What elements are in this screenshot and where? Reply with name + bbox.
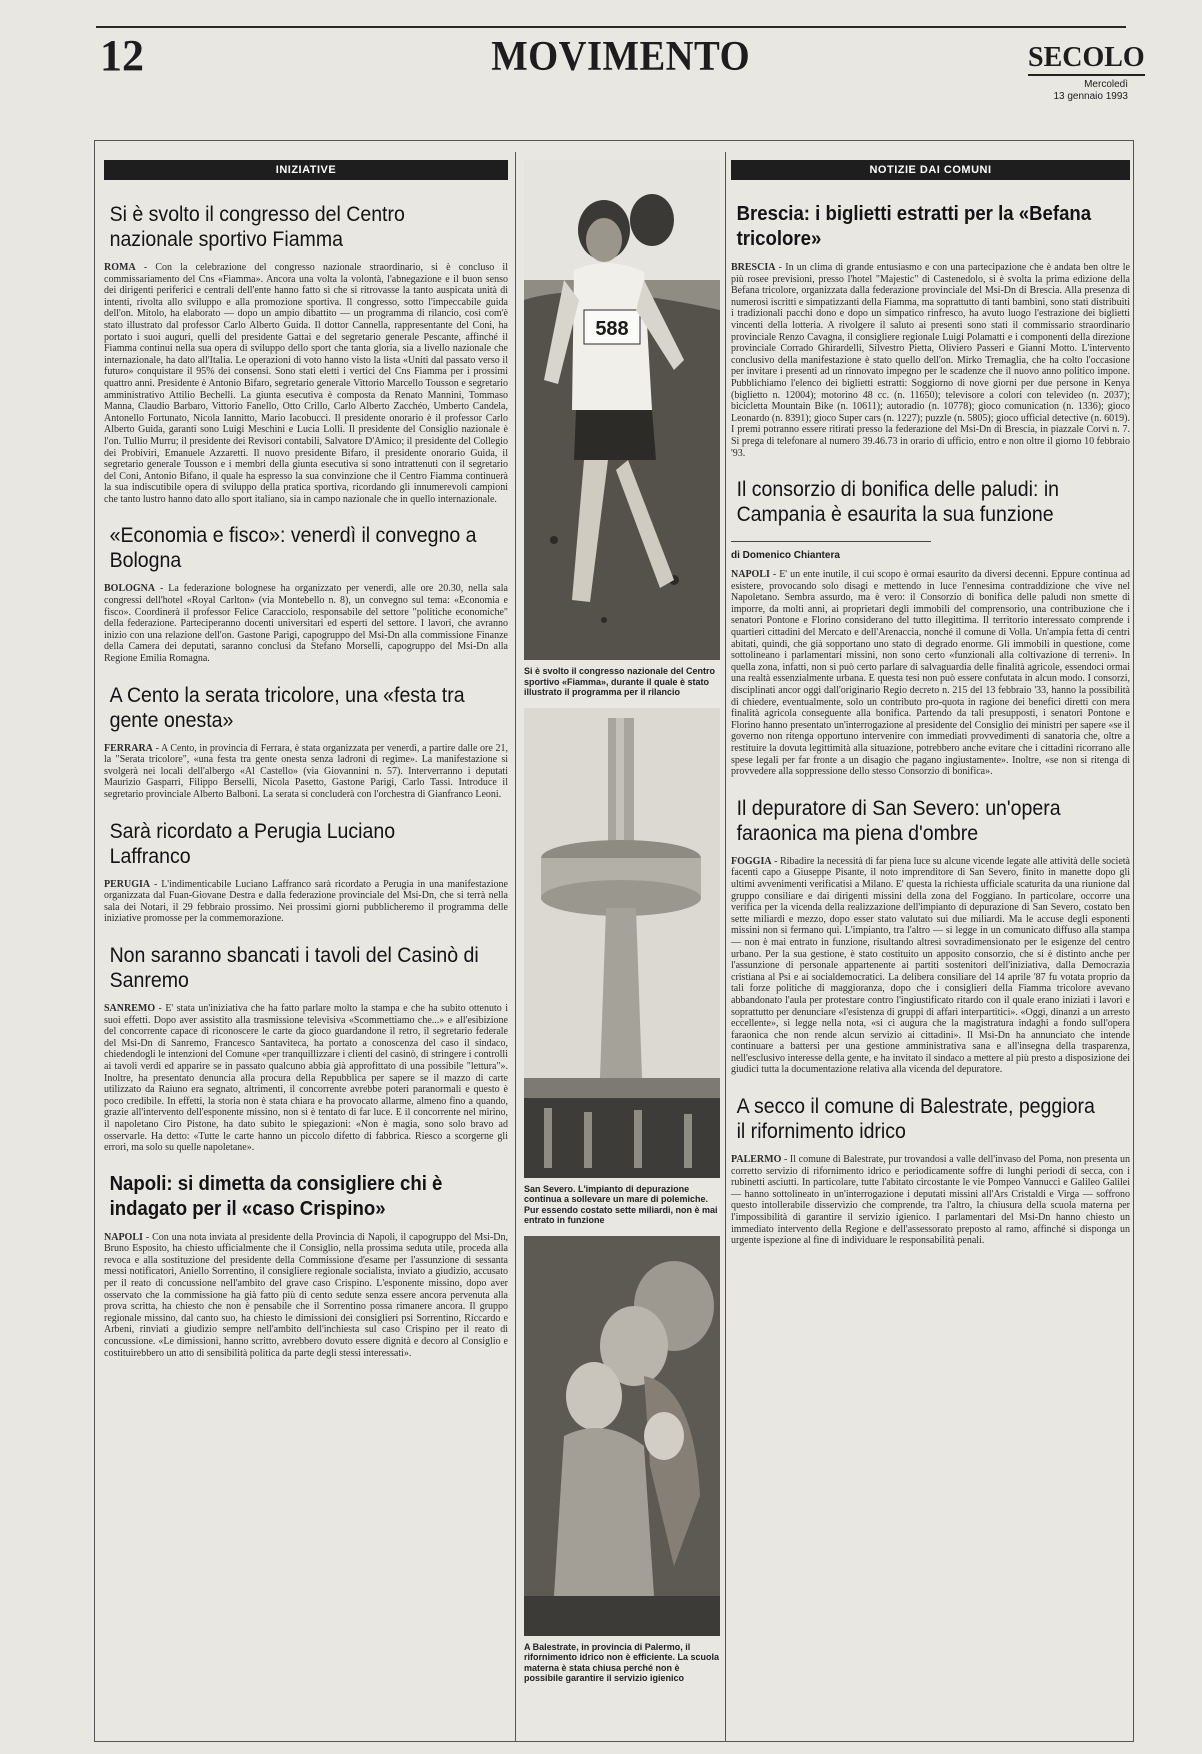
issue-weekday: Mercoledì — [1084, 79, 1128, 90]
article-text: L'indimenticabile Luciano Laffranco sarà ricordato a Perugia in una manifestazione organizzata dal Fuan-Giovane Destra e dalla federazione provinciale del Msi-Dn, che si terrà nella sala dei Notari, il 29 febbraio prossimo. Nei prossimi giorni pubblicheremo il programma delle iniziative promosse per la commemorazione. — [104, 878, 508, 925]
section-bar-iniziative: INIZIATIVE — [104, 160, 508, 180]
article-dateline: NAPOLI — [104, 1231, 143, 1243]
photo-column — [524, 160, 720, 1694]
article — [104, 819, 508, 925]
article-byline: di Domenico Chiantera — [731, 550, 840, 562]
article-headline: Il consorzio di bonifica delle paludi: in Campania è esaurita la sua funzione — [736, 478, 1060, 527]
depuratore-photo — [524, 708, 720, 1178]
article-text: A Cento, in provincia di Ferrara, è stata organizzata per venerdì, a partire dalle ore 21, la "Serata tricolore", «una festa tra gente onesta senza ladroni di regime». La manifestazione si svolgerà nei locali dell'albergo «Al Castello» (via Giovannini n. 57). Interverranno i deputati Maurizio Gasparri, Filippo Berselli, Nicola Pasetto, Gastone Parigi, Carlo Tassi. Introduce il segretario provinciale Alberto Balboni. La serata si concluderà con l'orchestra di Gianfranco Leoni. — [104, 742, 508, 800]
article — [731, 477, 1130, 778]
article-headline: Napoli: si dimetta da consigliere chi è indagato per il «caso Crispino» — [109, 1172, 443, 1220]
page-number: 12 — [100, 31, 144, 80]
article-headline: A Cento la serata tricolore, una «festa tra gente onesta» — [109, 683, 465, 732]
article-headline: Si è svolto il congresso del Centro nazionale sportivo Fiamma — [109, 203, 405, 251]
section-title: MOVIMENTO — [491, 34, 751, 80]
article-dateline: PALERMO — [731, 1154, 782, 1166]
article — [731, 202, 1130, 459]
article-dateline: NAPOLI — [731, 569, 770, 581]
article-body: PERUGIA - L'indimenticabile Luciano Laffranco sarà ricordato a Perugia in una manifestazione organizzata dal Fuan-Giovane Destra e dalla federazione provinciale del Msi-Dn, che si terrà nella sala dei Notari, il 29 febbraio prossimo. Nei prossimi giorni pubblicheremo il programma delle iniziative promosse per la commemorazione. — [104, 878, 508, 925]
article-headline: Sarà ricordato a Perugia Luciano Laffranco — [109, 819, 396, 868]
column-divider — [725, 152, 726, 1742]
article-headline: «Economia e fisco»: venerdì il convegno a Bologna — [109, 524, 477, 573]
article — [104, 1172, 508, 1360]
article — [104, 523, 508, 664]
right-column — [731, 160, 1130, 1265]
photo-caption: Si è svolto il congresso nazionale del Centro sportivo «Fiamma», durante il quale è stato illustrato il programma per il rilancio — [524, 666, 716, 697]
article-text: Con una nota inviata al presidente della Provincia di Napoli, il capogruppo del Msi-Dn, Bruno Esposito, ha chiesto ufficialmente che il Consiglio, nella prossima seduta utile, proceda alla revoca e alla sostituzione del presidente della Commissione d'esame per l'assunzione di sessanta messi notificatori, Aniello Sorrentino, il consigliere regionale socialista, inviato a giudizio, accusato per il reato di concussione nell'ambito del grave caso Crispino. L'esponente missino, dopo aver osservato che la commissione ha già fatto più di cento sedute senza essere ancora pervenuta alla prova scritta, ha chiesto che non è pensabile che il Sorrentino possa rimanere ancora. Il gruppo regionale missino, dal canto suo, ha chiesto le dimissioni dei consiglieri psi Sorrentino, Riccardo e Arbeni, rinviati a giudizio sempre nell'ambito dell'inchiesta sul caso Crispino per il reato di concussione. «Le dimissioni, hanno scritto, avrebbero dovuto essere dignità e decoro al Consiglio e costituirebbero un atto di sensibilità politica da parte degli stessi interessati». — [104, 1231, 508, 1359]
brand-name: SECOLO — [1028, 44, 1145, 76]
article-headline: A secco il comune di Balestrate, peggiora il rifornimento idrico — [736, 1095, 1095, 1144]
issue-date: 13 gennaio 1993 — [1053, 91, 1128, 102]
article-text: Il comune di Balestrate, pur trovandosi a valle dell'invaso del Poma, non presenta un corretto servizio di rifornimento idrico e periodicamente soffre di lunghi periodi di secca, con i rubinetti asciutti. In particolare, tutte l'abitato circostante le vie Pompeo Vannucci e Galileo Galilei — hanno sottolineato in un'interrogazione i deputati missini all'Ars Cristaldi e Virga — soffrono questo intollerabile disservizio che comprende, tra l'altro, la chiusura della scuola materna per l'impossibilità di garantire il servizio igienico. I parlamentari del Msi-Dn hanno chiesto un immediato intervento della Regione e dell'assessorato preposto al ramo, affinché si disponga un urgente ispezione al fine di individuare le responsabilità penali. — [731, 1154, 1130, 1247]
left-column — [104, 160, 508, 1377]
article-body: FERRARA - A Cento, in provincia di Ferrara, è stata organizzata per venerdì, a partire dalle ore 21, la "Serata tricolore", «una festa tra gente onesta senza ladroni di regime». La manifestazione si svolgerà nei locali dell'albergo «Al Castello» (via Giovannini n. 57). Interverranno i deputati Maurizio Gasparri, Filippo Berselli, Nicola Pasetto, Gastone Parigi, Carlo Tassi. Introduce il segretario provinciale Alberto Balboni. La serata si concluderà con l'orchestra di Gianfranco Leoni. — [104, 742, 508, 800]
article-body: FOGGIA - Ribadire la necessità di far piena luce su alcune vicende legate alle attività delle società facenti capo a Giuseppe Pisante, il noto imprenditore di San Severo, finito in manette dopo gli ultimi avvenimenti verificatisi a Milano. E' questa la richiesta ufficiale scaturita da una riunione dal gruppo consiliare e dai dirigenti missini della zona del Foggiano. In particolare, occorre una verifica per la vicenda della realizzazione dell'impianto di depurazione di San Severo, costato ben sette miliardi e mezzo, dopo esser stato valutato sui due miliardi. Ma le accuse degli esponenti missini non si fermano qui. L'impianto, tra l'altro — si legge in un comunicato diffuso alla stampa — non è mai entrato in funzione, risultando altresì sovradimensionato per le esigenze del centro urbano. Per la sua gestione, è stato costituito un apposito consorzio, che si è distinto anche per l'assunzione di personale appartenente ai partiti sostenitori dell'iniziativa, dalla Democrazia cristiana al Psi e ai socialdemocratici. La delibera consiliare del 14 aprile '87 fu votata proprio da tali forze politiche di maggioranza, dopo che i consiglieri della Fiamma tricolore avevano abbandonato l'aula per protestare contro l'ingiustificato ritardo con il quale erano iniziati i lavori e soprattutto per denunciare «l'esistenza di gruppi di affari interpartitici». «Oggi, dinanzi a un arresto eccellente», si legge nella nota, «si ci augura che la magistratura indaghi a fondo sull'opera faraonica che non rende alcun servizio ai cittadini». Il Msi-Dn ha annunciato che intende continuare a battersi per una gestione amministrativa sana e all'insegna della trasparenza, nell'esclusivo interesse della gente, e ha invitato il sindaco a mettere al più presto a disposizione dei giudici tutta la documentazione relativa alla vicenda del depuratore. — [731, 855, 1130, 1076]
runner-image — [524, 160, 720, 660]
byline-rule — [731, 541, 931, 542]
article-headline: Brescia: i biglietti estratti per la «Befana tricolore» — [736, 203, 1092, 250]
photo-caption: San Severo. L'impianto di depurazione continua a sollevare un mare di polemiche. Pur essendo costato sette miliardi, non è mai entrato in funzione — [524, 1183, 718, 1225]
article-text: La federazione bolognese ha organizzato per venerdì, alle ore 20.30, nella sala congressi dell'hotel «Royal Carlton» (via Montebello n. 8), un convegno sul tema: «Economia e fisco». Coordinerà il professor Felice Caracciolo, responsabile del settore "politiche economiche" della federazione. Parteciperanno docenti universitari ed esperti del settore. I lavori, che avranno inizio con una relazione dell'on. Gastone Parigi, capogruppo del Msi-Dn alla commissione Finanze della Camera dei deputati, saranno conclusi da Stefano Morselli, capogruppo del Msi-Dn alla Regione Emilia Romagna. — [104, 583, 508, 665]
article-text: E' stata un'iniziativa che ha fatto parlare molto la stampa e che ha subito ottenuto i suoi effetti. Dopo aver assistito alla trasmissione televisiva «Scommettiamo che...» e all'esibizione del concorrente capace di riconoscere le carte da gioco guardandone il retro, il segretario federale del Msi-Dn di Sanremo, Francesco Santaviteca, ha portato a conoscenza del caso il sindaco, chiedendogli le intenzioni del Comune «per tranquillizzare i clienti del casinò, di stringere i controlli ai tavoli verdi ed apparire se in passato qualcuno abbia già approfittato di una possibile "lettura"». Inoltre, ha presentato denuncia alla procura della Repubblica per sapere se il mazzo di carte utilizzato da Raiuno era segnato, altrimenti, il concorrente avrebbe poteri paranormali e questo è poco credibile. In effetti, la storia non è stata chiara e ha provocato allarme, almeno fino a quando, grazie all'intervento dell'esponente missino, non si è tentato di far luce. E il concorrente nel mirino, il napoletano Ciro Pistone, ha dato subito le spiegazioni: «Non è magia, sono solo bravo ad osservarle. Ha detto: «Tutte le carte hanno un piccolo difetto di fabbrica. Riesco a scorgerne gli errori, ma solo su quelle napoletane». — [104, 1002, 508, 1154]
article-dateline: FERRARA — [104, 742, 153, 754]
child-image — [524, 1236, 720, 1636]
article-body: PALERMO - Il comune di Balestrate, pur trovandosi a valle dell'invaso del Poma, non presenta un corretto servizio di rifornimento idrico e periodicamente soffre di lunghi periodi di secca, con i rubinetti asciutti. In particolare, tutte l'abitato circostante le vie Pompeo Vannucci e Galileo Galilei — hanno sottolineato in un'interrogazione i deputati missini all'Ars Cristaldi e Virga — soffrono questo intollerabile disservizio che comprende, tra l'altro, la chiusura della scuola materna per l'impossibilità di garantire il servizio igienico. I parlamentari del Msi-Dn hanno chiesto un immediato intervento della Regione e dell'assessorato preposto al ramo, affinché si disponga un urgente ispezione al fine di individuare le responsabilità penali. — [731, 1154, 1130, 1247]
article-dateline: BRESCIA — [731, 262, 776, 273]
top-rule — [96, 26, 1126, 28]
brand-block — [1028, 42, 1145, 103]
water-tower-image — [524, 708, 720, 1178]
article-body: NAPOLI - E' un ente inutile, il cui scopo è ormai esaurito da diversi decenni. Eppure continua ad esistere, provocando solo disagi e mettendo in luce l'ennesima contraddizione che vive nel Napoletano. Sembra assurdo, ma è vero: il Consorzio di bonifica delle paludi non smette di imporre, da molti anni, ai proprietari degli immobili del comprensorio, una contribuzione che i senatori Pontone e Florino considerano del tutto illegittima. Il territorio interessato comprende i quartieri cittadini del Mercato e dell'Arenaccia, nonché il comune di Volla. Un'ampia fetta di centri abitati, quindi, che già sopportano uno stato di degrado enorme. Gli immobili in questione, come sottolineano i parlamentari missini, non sono certo «funzionali alla coltivazione di terreni». In quella zona, infatti, non si può certo parlare di salvaguardia delle finalità agricole, essendoci ormai una realtà essenzialmente urbana. E questa tesi non può essere confutata in alcun modo. I consorzi, disciplinati ancor oggi dall'originario Regio decreto n. 215 del 13 febbraio '33, hanno la possibilità di chiedere, eventualmente, solo un contributo pro-quota in ragione dei benefici diretti con mera finalità agricola conseguente alla bonifica. Partendo da tali presupposti, i senatori Pontone e Florino hanno presentato un'interrogazione al presidente del Consiglio dei ministri per sapere «se il governo non ritenga opportuno intervenire con immediati provvedimenti di sanatoria che, oltre a restituire la dovuta legittimità alla situazione, potrebbero anche evitare che i cittadini ricorrano alle spese legali per far fronte a un disagio che pagano ingiustamente». Inoltre, «se non si ritenga di provvedere alla soppressione dello stesso Consorzio di bonifica». — [731, 569, 1130, 778]
bib-number: 588 — [595, 318, 629, 340]
article-body: NAPOLI - Con una nota inviata al presidente della Provincia di Napoli, il capogruppo del Msi-Dn, Bruno Esposito, ha chiesto ufficialmente che il Consiglio, nella prossima seduta utile, proceda alla revoca e alla sostituzione del presidente della Commissione d'esame per l'assunzione di sessanta messi notificatori, Aniello Sorrentino, il consigliere regionale socialista, inviato a giudizio, accusato per il reato di concussione nell'ambito del grave caso Crispino. L'esponente missino, dopo aver osservato che la commissione ha già fatto più di cento sedute senza essere ancora pervenuta alla prova scritta, ha chiesto che non è pensabile che il Sorrentino possa rimanere ancora. Il gruppo regionale missino, dal canto suo, ha chiesto le dimissioni dei consiglieri psi Sorrentino, Riccardo e Arbeni, rinviati a giudizio sempre nell'ambito dell'inchiesta sul caso Crispino per il reato di concussione. «Le dimissioni, hanno scritto, avrebbero dovuto essere dignità e decoro al Consiglio e costituirebbero un atto di sensibilità politica da parte degli stessi interessati». — [104, 1231, 508, 1359]
article-text: E' un ente inutile, il cui scopo è ormai esaurito da diversi decenni. Eppure continua ad esistere, provocando solo disagi e mettendo in luce l'ennesima contraddizione che vive nel Napoletano. Sembra assurdo, ma è vero: il Consorzio di bonifica delle paludi non smette di imporre, da molti anni, ai proprietari degli immobili del comprensorio, una contribuzione che i senatori Pontone e Florino considerano del tutto illegittima. Il territorio interessato comprende i quartieri cittadini del Mercato e dell'Arenaccia, nonché il comune di Volla. Un'ampia fetta di centri abitati, quindi, che già sopportano uno stato di degrado enorme. Gli immobili in questione, come sottolineano i parlamentari missini, non sono certo «funzionali alla coltivazione di terreni». In quella zona, infatti, non si può certo parlare di salvaguardia delle finalità agricole, essendoci ormai una realtà essenzialmente urbana. E questa tesi non può essere confutata in alcun modo. I consorzi, disciplinati ancor oggi dall'originario Regio decreto n. 215 del 13 febbraio '33, hanno la possibilità di chiedere, eventualmente, solo un contributo pro-quota in ragione dei benefici diretti con mera finalità agricola conseguente alla bonifica. Partendo da tali presupposti, i senatori Pontone e Florino hanno presentato un'interrogazione al presidente del Consiglio dei ministri per sapere «se il governo non ritenga opportuno intervenire con immediati provvedimenti di sanatoria che, oltre a restituire la dovuta legittimità alla situazione, potrebbero anche evitare che i cittadini ricorrano alle spese legali per far fronte a un disagio che pagano ingiustamente». Inoltre, «se non si ritenga di provvedere alla soppressione dello stesso Consorzio di bonifica». — [731, 569, 1130, 778]
article-dateline: BOLOGNA — [104, 583, 156, 595]
article-body: BRESCIA - In un clima di grande entusiasmo e con una partecipazione che è andata ben oltre le più rosee previsioni, presso l'hotel "Majestic" di Castenedolo, si è svolta la prima edizione della Befana tricolore, organizzata dalla federazione provinciale del Msi-Dn di Brescia. Alla presenza di numerosi iscritti e simpatizzanti della Fiamma, ma soprattutto di tanti bambini, sono stati distribuiti i tradizionali pacchi dono e dopo un simpatico rinfresco, ha avuto luogo l'estrazione dei biglietti vincenti della lotteria. A rivolgere il saluto ai presenti sono stati il commissario straordinario provinciale Renzo Cavagna, il consigliere regionale Luigi Polamatti e i componenti della direzione provinciale Corrado Ghirardelli, Silvestro Pietta, Oliviero Passeri e Gianni Motto. L'intervento conclusivo della manifestazione è stato quello dell'on. Mirko Tremaglia, che ha colto l'occasione per invitare i presenti ad un rinnovato impegno per le scadenze che il nuovo anno politico impone. Pubblichiamo l'elenco dei biglietti estratti: Soggiorno di nove giorni per due persone in Kenya (biglietto n. 12004); motorino 48 cc. (n. 11650); televisore a colori con televideo (n. 2037); bicicletta Mountain Bike (n. 10611); autoradio (n. 10778); gioco comunication (n. 1336); gioco Leonardo (n. 8391); gioco Super cars (n. 1227); puzzle (n. 5805); gioco ufficial detective (n. 6019). I premi potranno essere ritirati presso la federazione del Msi-Dn di Brescia, in piazzale Corvi n. 7. Si prega di telefonare al numero 39.46.73 in orario di ufficio, entro e non oltre il giorno 10 febbraio '93. — [731, 262, 1130, 459]
balestrate-photo — [524, 1236, 720, 1636]
article-text: Con la celebrazione del congresso nazionale straordinario, si è concluso il commissariamento del Cns «Fiamma». Ancora una volta la volontà, l'abnegazione e il buon senso dei dirigenti periferici e centrali dell'ente hanno fatto sì che si ritrovasse la tanto auspicata unità di intenti, rivolta allo sviluppo e alla promozione sportiva. Il congresso, sotto l'impeccabile guida dell'on. Mitolo, ha elaborato — dopo un ampio dibattito — un programma di rilancio, così com'è stato illustrato dal professor Carlo Alberto Guida. Il dottor Cannella, rappresentante del Coni, ha portato i suoi auguri, quelli del presidente Gattai e del segretario generale Pescante, affinché il Fiamma continui nella sua opera di sviluppo dello sport che tanta gloria, sia a livello nazionale che internazionale, ha dato all'Italia. Le operazioni di voto hanno visto la lista «Uniti dal passato verso il futuro» conquistare il 95% dei consensi. Sono stati eletti i vertici del Cns Fiamma per i prossimi quattro anni. Presidente è Antonio Bifaro, segretario generale Vittorio Marcello Tousson e segretario amministrativo Attilio Bechelli. La giunta esecutiva è composta da Renato Mannini, Tommaso Manna, Claudio Barbaro, Vittorio Fanello, Otto Crillo, Carlo Alberto Zacchéo, Umberto Candela, Antonello Fortunato, Nicola Iannitto, Mario Iacobucci. Il presidente onorario è il professor Carlo Alberto Guida, garanti sono Luigi Meschini e Lucia Lolli. Il presidente del Consiglio nazionale è l'on. Tullio Murru; il presidente dei Revisori contabili, Salvatore D'Amico; il presidente del Collegio dei Probiviri, Emanuele Azzaretti. Il nuovo presidente Bifaro, il presidente onorario Guida, il segretario generale Tousson e i membri della giunta esecutiva si sono intrattenuti con il segretario del Coni, Antonio Bifano, il quale ha espresso la sua convinzione che il Centro Fiamma continuerà la sua indiscutibile opera di sviluppo della pratica sportiva, ricordando gli innumerevoli campioni che tanto lustro hanno dato allo sport italiano, sia in campo nazionale che in quello internazionale. — [104, 262, 508, 505]
article-text: In un clima di grande entusiasmo e con una partecipazione che è andata ben oltre le più rosee previsioni, presso l'hotel "Majestic" di Castenedolo, si è svolta la prima edizione della Befana tricolore, organizzata dalla federazione provinciale del Msi-Dn di Brescia. Alla presenza di numerosi iscritti e simpatizzanti della Fiamma, ma soprattutto di tanti bambini, sono stati distribuiti i tradizionali pacchi dono e dopo un simpatico rinfresco, ha avuto luogo l'estrazione dei biglietti vincenti della lotteria. A rivolgere il saluto ai presenti sono stati il commissario straordinario provinciale Renzo Cavagna, il consigliere regionale Luigi Polamatti e i componenti della direzione provinciale Corrado Ghirardelli, Silvestro Pietta, Oliviero Passeri e Gianni Motto. L'intervento conclusivo della manifestazione è stato quello dell'on. Mirko Tremaglia, che ha colto l'occasione per invitare i presenti ad un rinnovato impegno per le scadenze che il nuovo anno politico impone. Pubblichiamo l'elenco dei biglietti estratti: Soggiorno di nove giorni per due persone in Kenya (biglietto n. 12004); motorino 48 cc. (n. 11650); televisore a colori con televideo (n. 2037); bicicletta Mountain Bike (n. 10611); autoradio (n. 10778); gioco comunication (n. 1336); gioco Leonardo (n. 8391); gioco Super cars (n. 1227); puzzle (n. 5805); gioco ufficial detective (n. 6019). I premi potranno essere ritirati presso la federazione del Msi-Dn di Brescia, in piazzale Corvi n. 7. Si prega di telefonare al numero 39.46.73 in orario di ufficio, entro e non oltre il giorno 10 febbraio '93. — [731, 262, 1130, 459]
runner-photo — [524, 160, 720, 660]
article-body: ROMA - Con la celebrazione del congresso nazionale straordinario, si è concluso il commissariamento del Cns «Fiamma». Ancora una volta la volontà, l'abnegazione e il buon senso dei dirigenti periferici e centrali dell'ente hanno fatto sì che si ritrovasse la tanto auspicata unità di intenti, rivolta allo sviluppo e alla promozione sportiva. Il congresso, sotto l'impeccabile guida dell'on. Mitolo, ha elaborato — dopo un ampio dibattito — un programma di rilancio, così com'è stato illustrato dal professor Carlo Alberto Guida. Il dottor Cannella, rappresentante del Coni, ha portato i suoi auguri, quelli del presidente Gattai e del segretario generale Pescante, affinché il Fiamma continui nella sua opera di sviluppo dello sport che tanta gloria, sia a livello nazionale che internazionale, ha dato all'Italia. Le operazioni di voto hanno visto la lista «Uniti dal passato verso il futuro» conquistare il 95% dei consensi. Sono stati eletti i vertici del Cns Fiamma per i prossimi quattro anni. Presidente è Antonio Bifaro, segretario generale Vittorio Marcello Tousson e segretario amministrativo Attilio Bechelli. La giunta esecutiva è composta da Renato Mannini, Tommaso Manna, Claudio Barbaro, Vittorio Fanello, Otto Crillo, Carlo Alberto Zacchéo, Umberto Candela, Antonello Fortunato, Nicola Iannitto, Mario Iacobucci. Il presidente onorario è il professor Carlo Alberto Guida, garanti sono Luigi Meschini e Lucia Lolli. Il presidente del Consiglio nazionale è l'on. Tullio Murru; il presidente dei Revisori contabili, Salvatore D'Amico; il presidente del Collegio dei Probiviri, Emanuele Azzaretti. Il nuovo presidente Bifaro, il presidente onorario Guida, il segretario generale Tousson e i membri della giunta esecutiva si sono intrattenuti con il segretario del Coni, Antonio Bifano, il quale ha espresso la sua convinzione che il Centro Fiamma continuerà la sua indiscutibile opera di sviluppo della pratica sportiva, ricordando gli innumerevoli campioni che tanto lustro hanno dato allo sport italiano, sia in campo nazionale che in quello internazionale. — [104, 262, 508, 505]
article-body: BOLOGNA - La federazione bolognese ha organizzato per venerdì, alle ore 20.30, nella sala congressi dell'hotel «Royal Carlton» (via Montebello n. 8), un convegno sul tema: «Economia e fisco». Coordinerà il professor Felice Caracciolo, responsabile del settore "politiche economiche" della federazione. Parteciperanno docenti universitari ed esperti del settore. I lavori, che avranno inizio con una relazione dell'on. Gastone Parigi, capogruppo del Msi-Dn alla commissione Finanze della Camera dei deputati, saranno conclusi da Stefano Morselli, capogruppo del Msi-Dn alla Regione Emilia Romagna. — [104, 583, 508, 665]
article-dateline: ROMA — [104, 262, 136, 273]
photo-caption: A Balestrate, in provincia di Palermo, il rifornimento idrico non è efficiente. La scuola materna è stata chiusa perché non è possibile garantire il servizio igienico — [524, 1641, 720, 1683]
article — [731, 1094, 1130, 1247]
article — [104, 943, 508, 1154]
article-body: SANREMO - E' stata un'iniziativa che ha fatto parlare molto la stampa e che ha subito ottenuto i suoi effetti. Dopo aver assistito alla trasmissione televisiva «Scommettiamo che...» e all'esibizione del concorrente capace di riconoscere le carte da gioco guardandone il retro, il segretario federale del Msi-Dn di Sanremo, Francesco Santaviteca, ha portato a conoscenza del caso il sindaco, chiedendogli le intenzioni del Comune «per tranquillizzare i clienti del casinò, di stringere i controlli ai tavoli verdi ed apparire se in passato qualcuno abbia già approfittato di una possibile "lettura"». Inoltre, ha presentato denuncia alla procura della Repubblica per sapere se il mazzo di carte utilizzato da Raiuno era segnato, altrimenti, il concorrente avrebbe poteri paranormali e questo è poco credibile. In effetti, la storia non è stata chiara e ha provocato allarme, almeno fino a quando, grazie all'intervento dell'esponente missino, non si è tentato di far luce. E il concorrente nel mirino, il napoletano Ciro Pistone, ha dato subito le spiegazioni: «Non è magia, sono solo bravo ad osservarle. Ha detto: «Tutte le carte hanno un piccolo difetto di fabbrica. Riesco a scorgerne gli errori, ma solo su quelle napoletane». — [104, 1002, 508, 1154]
article — [104, 683, 508, 801]
article-headline: Non saranno sbancati i tavoli del Casinò di Sanremo — [109, 943, 479, 992]
article — [104, 202, 508, 505]
article-dateline: SANREMO — [104, 1002, 156, 1014]
article — [731, 796, 1130, 1076]
article-text: Ribadire la necessità di far piena luce su alcune vicende legate alle attività delle società facenti capo a Giuseppe Pisante, il noto imprenditore di San Severo, finito in manette dopo gli ultimi avvenimenti verificatisi a Milano. E' questa la richiesta ufficiale scaturita da una riunione dal gruppo consiliare e dai dirigenti missini della zona del Foggiano. In particolare, occorre una verifica per la vicenda della realizzazione dell'impianto di depurazione di San Severo, costato ben sette miliardi e mezzo, dopo esser stato valutato sui due miliardi. Ma le accuse degli esponenti missini non si fermano qui. L'impianto, tra l'altro — si legge in un comunicato diffuso alla stampa — non è mai entrato in funzione, risultando altresì sovradimensionato per le esigenze del centro urbano. Per la sua gestione, è stato costituito un apposito consorzio, che si è distinto anche per l'assunzione di personale appartenente ai partiti sostenitori dell'iniziativa, dalla Democrazia cristiana al Psi e ai socialdemocratici. La delibera consiliare del 14 aprile '87 fu votata proprio da tali forze politiche di maggioranza, dopo che i consiglieri della Fiamma tricolore avevano abbandonato l'aula per protestare contro l'ingiustificato ritardo con il quale erano iniziati i lavori e soprattutto per denunciare «l'esistenza di gruppi di affari interpartitici». «Oggi, dinanzi a un arresto eccellente», si legge nella nota, «si ci augura che la magistratura indaghi a fondo sull'opera faraonica che non rende alcun servizio ai cittadini». Il Msi-Dn ha annunciato che intende continuare a battersi per una gestione amministrativa sana e all'insegna della trasparenza, nell'esclusivo interesse della gente, e ha invitato il sindaco a mettere al più presto a disposizione dei giudici tutta la documentazione relativa alla vicenda del depuratore. — [731, 855, 1130, 1076]
article-headline: Il depuratore di San Severo: un'opera faraonica ma piena d'ombre — [736, 796, 1061, 845]
section-bar-notizie: NOTIZIE DAI COMUNI — [731, 160, 1130, 180]
column-divider — [515, 152, 516, 1742]
article-dateline: PERUGIA — [104, 878, 151, 890]
article-dateline: FOGGIA — [731, 855, 772, 867]
